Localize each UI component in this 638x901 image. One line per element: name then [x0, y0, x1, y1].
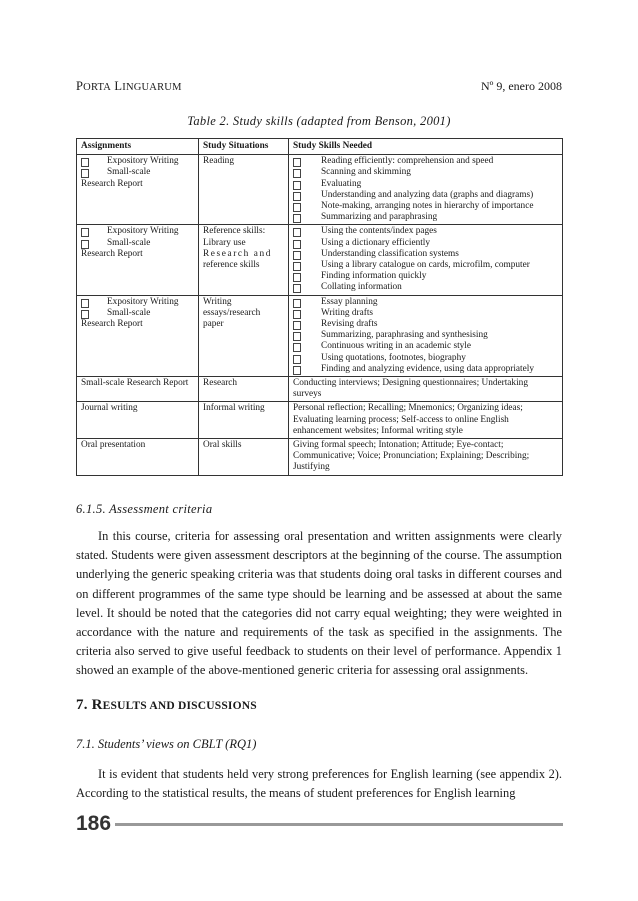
header-study-skills: Study Skills Needed	[289, 139, 563, 155]
journal-name	[76, 79, 182, 94]
skill-item: Continuous writing in an academic style	[293, 341, 558, 352]
footer-rule	[115, 823, 563, 826]
assignment-cell	[77, 155, 199, 225]
skills-cell: Giving formal speech; Intonation; Attitude; Eye-contact; Communicative; Voice; Pronunciation; Explaining; Describing; Justifying	[289, 439, 563, 476]
checkbox-bullet-icon	[293, 169, 301, 178]
skill-item: Using the contents/index pages	[293, 226, 558, 237]
checkbox-bullet-icon	[293, 228, 301, 237]
assignment-cell: Oral presentation	[77, 439, 199, 476]
checkbox-bullet-icon	[293, 366, 301, 375]
table-row	[77, 295, 563, 376]
skill-item: Essay planning	[293, 297, 558, 308]
journal-name-initial-1: P	[76, 79, 84, 93]
skill-item: Summarizing and paraphrasing	[293, 212, 558, 223]
checkbox-bullet-icon	[81, 158, 89, 167]
section-71-title: 7.1. Students’ views on CBLT (RQ1)	[76, 737, 257, 751]
situation-cell: Writing essays/research paper	[199, 295, 289, 376]
skill-item: Using a dictionary efficiently	[293, 238, 558, 249]
page-number: 186	[76, 812, 112, 835]
skills-cell	[289, 155, 563, 225]
skill-item: Understanding and analyzing data (graphs and diagrams)	[293, 190, 558, 201]
checkbox-bullet-icon	[293, 343, 301, 352]
assignment-item: Expository Writing	[81, 156, 194, 167]
situation-cell: Research	[199, 377, 289, 402]
skill-item: Evaluating	[293, 179, 558, 190]
skill-item: Using quotations, footnotes, biography	[293, 353, 558, 364]
skill-item: Revising drafts	[293, 319, 558, 330]
skill-item: Writing drafts	[293, 308, 558, 319]
assignment-item: Expository Writing	[81, 226, 194, 237]
skills-cell	[289, 295, 563, 376]
skill-item: Finding and analyzing evidence, using data appropriately	[293, 364, 558, 375]
checkbox-bullet-icon	[293, 203, 301, 212]
section-7-heading: 7. RESULTS AND DISCUSSIONS	[76, 697, 257, 713]
checkbox-bullet-icon	[293, 158, 301, 167]
assignment-tail: Research Report	[81, 248, 143, 259]
skill-item: Note-making, arranging notes in hierarchy of importance	[293, 201, 558, 212]
checkbox-bullet-icon	[293, 192, 301, 201]
situation-cell: Reference skills: Library use Research and reference skills	[199, 225, 289, 295]
skill-item: Summarizing, paraphrasing and synthesising	[293, 330, 558, 341]
checkbox-bullet-icon	[293, 310, 301, 319]
assignment-item: Small-scale	[81, 308, 194, 319]
checkbox-bullet-icon	[293, 332, 301, 341]
assignment-item: Small-scale	[81, 167, 194, 178]
header-assignments: Assignments	[77, 139, 199, 155]
paragraph-students-views: It is evident that students held very strong preferences for English learning (see appendix 2). According to the statistical results, the means of student preferences for English learning	[76, 767, 562, 801]
skill-item: Finding information quickly	[293, 271, 558, 282]
checkbox-bullet-icon	[81, 240, 89, 249]
skills-cell: Conducting interviews; Designing questionnaires; Undertaking surveys	[289, 377, 563, 402]
table-caption: Table 2. Study skills (adapted from Benson, 2001)	[187, 114, 451, 128]
assignment-cell: Small-scale Research Report	[77, 377, 199, 402]
table-header-row	[77, 139, 563, 155]
skill-item: Understanding classification systems	[293, 249, 558, 260]
paragraph-assessment-criteria: In this course, criteria for assessing oral presentation and written assignments were clearly stated. Students were given assessment descriptors at the beginning of the course. The assumption underlying the generic speaking criteria was that students doing oral tasks in different courses and on different programmes of the same type should be learning and be assessed at about the same level. It should be noted that the categories did not carry equal weighting; they were weighted in accordance with the nature and requirements of the task as specified in the assignments. The criteria also served to give useful feedback to students on their level of performance. Appendix 1 showed an example of the above-mentioned generic criteria for assessing oral assignments.	[76, 529, 562, 678]
assignment-cell: Journal writing	[77, 402, 199, 439]
skill-item: Scanning and skimming	[293, 167, 558, 178]
assignment-cell	[77, 225, 199, 295]
checkbox-bullet-icon	[293, 284, 301, 293]
assignment-cell	[77, 295, 199, 376]
checkbox-bullet-icon	[293, 240, 301, 249]
journal-name-rest-2: INGUARUM	[122, 82, 182, 93]
table-row	[77, 377, 563, 402]
skill-item: Using a library catalogue on cards, microfilm, computer	[293, 260, 558, 271]
checkbox-bullet-icon	[293, 355, 301, 364]
table-row	[77, 155, 563, 225]
checkbox-bullet-icon	[293, 181, 301, 190]
checkbox-bullet-icon	[81, 169, 89, 178]
journal-name-rest-1: ORTA	[83, 82, 112, 93]
situation-cell: Informal writing	[199, 402, 289, 439]
skills-cell	[289, 225, 563, 295]
table-row	[77, 402, 563, 439]
checkbox-bullet-icon	[81, 228, 89, 237]
section-615-title: 6.1.5. Assessment criteria	[76, 502, 213, 516]
checkbox-bullet-icon	[293, 299, 301, 308]
checkbox-bullet-icon	[81, 299, 89, 308]
assignment-tail: Research Report	[81, 178, 143, 189]
assignment-item: Expository Writing	[81, 297, 194, 308]
table-row	[77, 225, 563, 295]
checkbox-bullet-icon	[293, 214, 301, 223]
situation-cell: Reading	[199, 155, 289, 225]
checkbox-bullet-icon	[293, 262, 301, 271]
header-study-situations: Study Situations	[199, 139, 289, 155]
assignment-tail: Research Report	[81, 319, 143, 330]
skills-cell: Personal reflection; Recalling; Mnemonics; Organizing ideas; Evaluating learning process; Self-access to online English enhancement websites; Informal writing style	[289, 402, 563, 439]
journal-name-initial-2: L	[114, 79, 123, 93]
skill-item: Collating information	[293, 282, 558, 293]
checkbox-bullet-icon	[293, 321, 301, 330]
checkbox-bullet-icon	[293, 251, 301, 260]
checkbox-bullet-icon	[81, 310, 89, 319]
assignment-item: Small-scale	[81, 238, 194, 249]
skill-item: Reading efficiently: comprehension and speed	[293, 156, 558, 167]
situation-cell: Oral skills	[199, 439, 289, 476]
study-skills-table	[76, 138, 563, 476]
issue-label: Nº 9, enero 2008	[480, 79, 562, 93]
checkbox-bullet-icon	[293, 273, 301, 282]
table-row	[77, 439, 563, 476]
